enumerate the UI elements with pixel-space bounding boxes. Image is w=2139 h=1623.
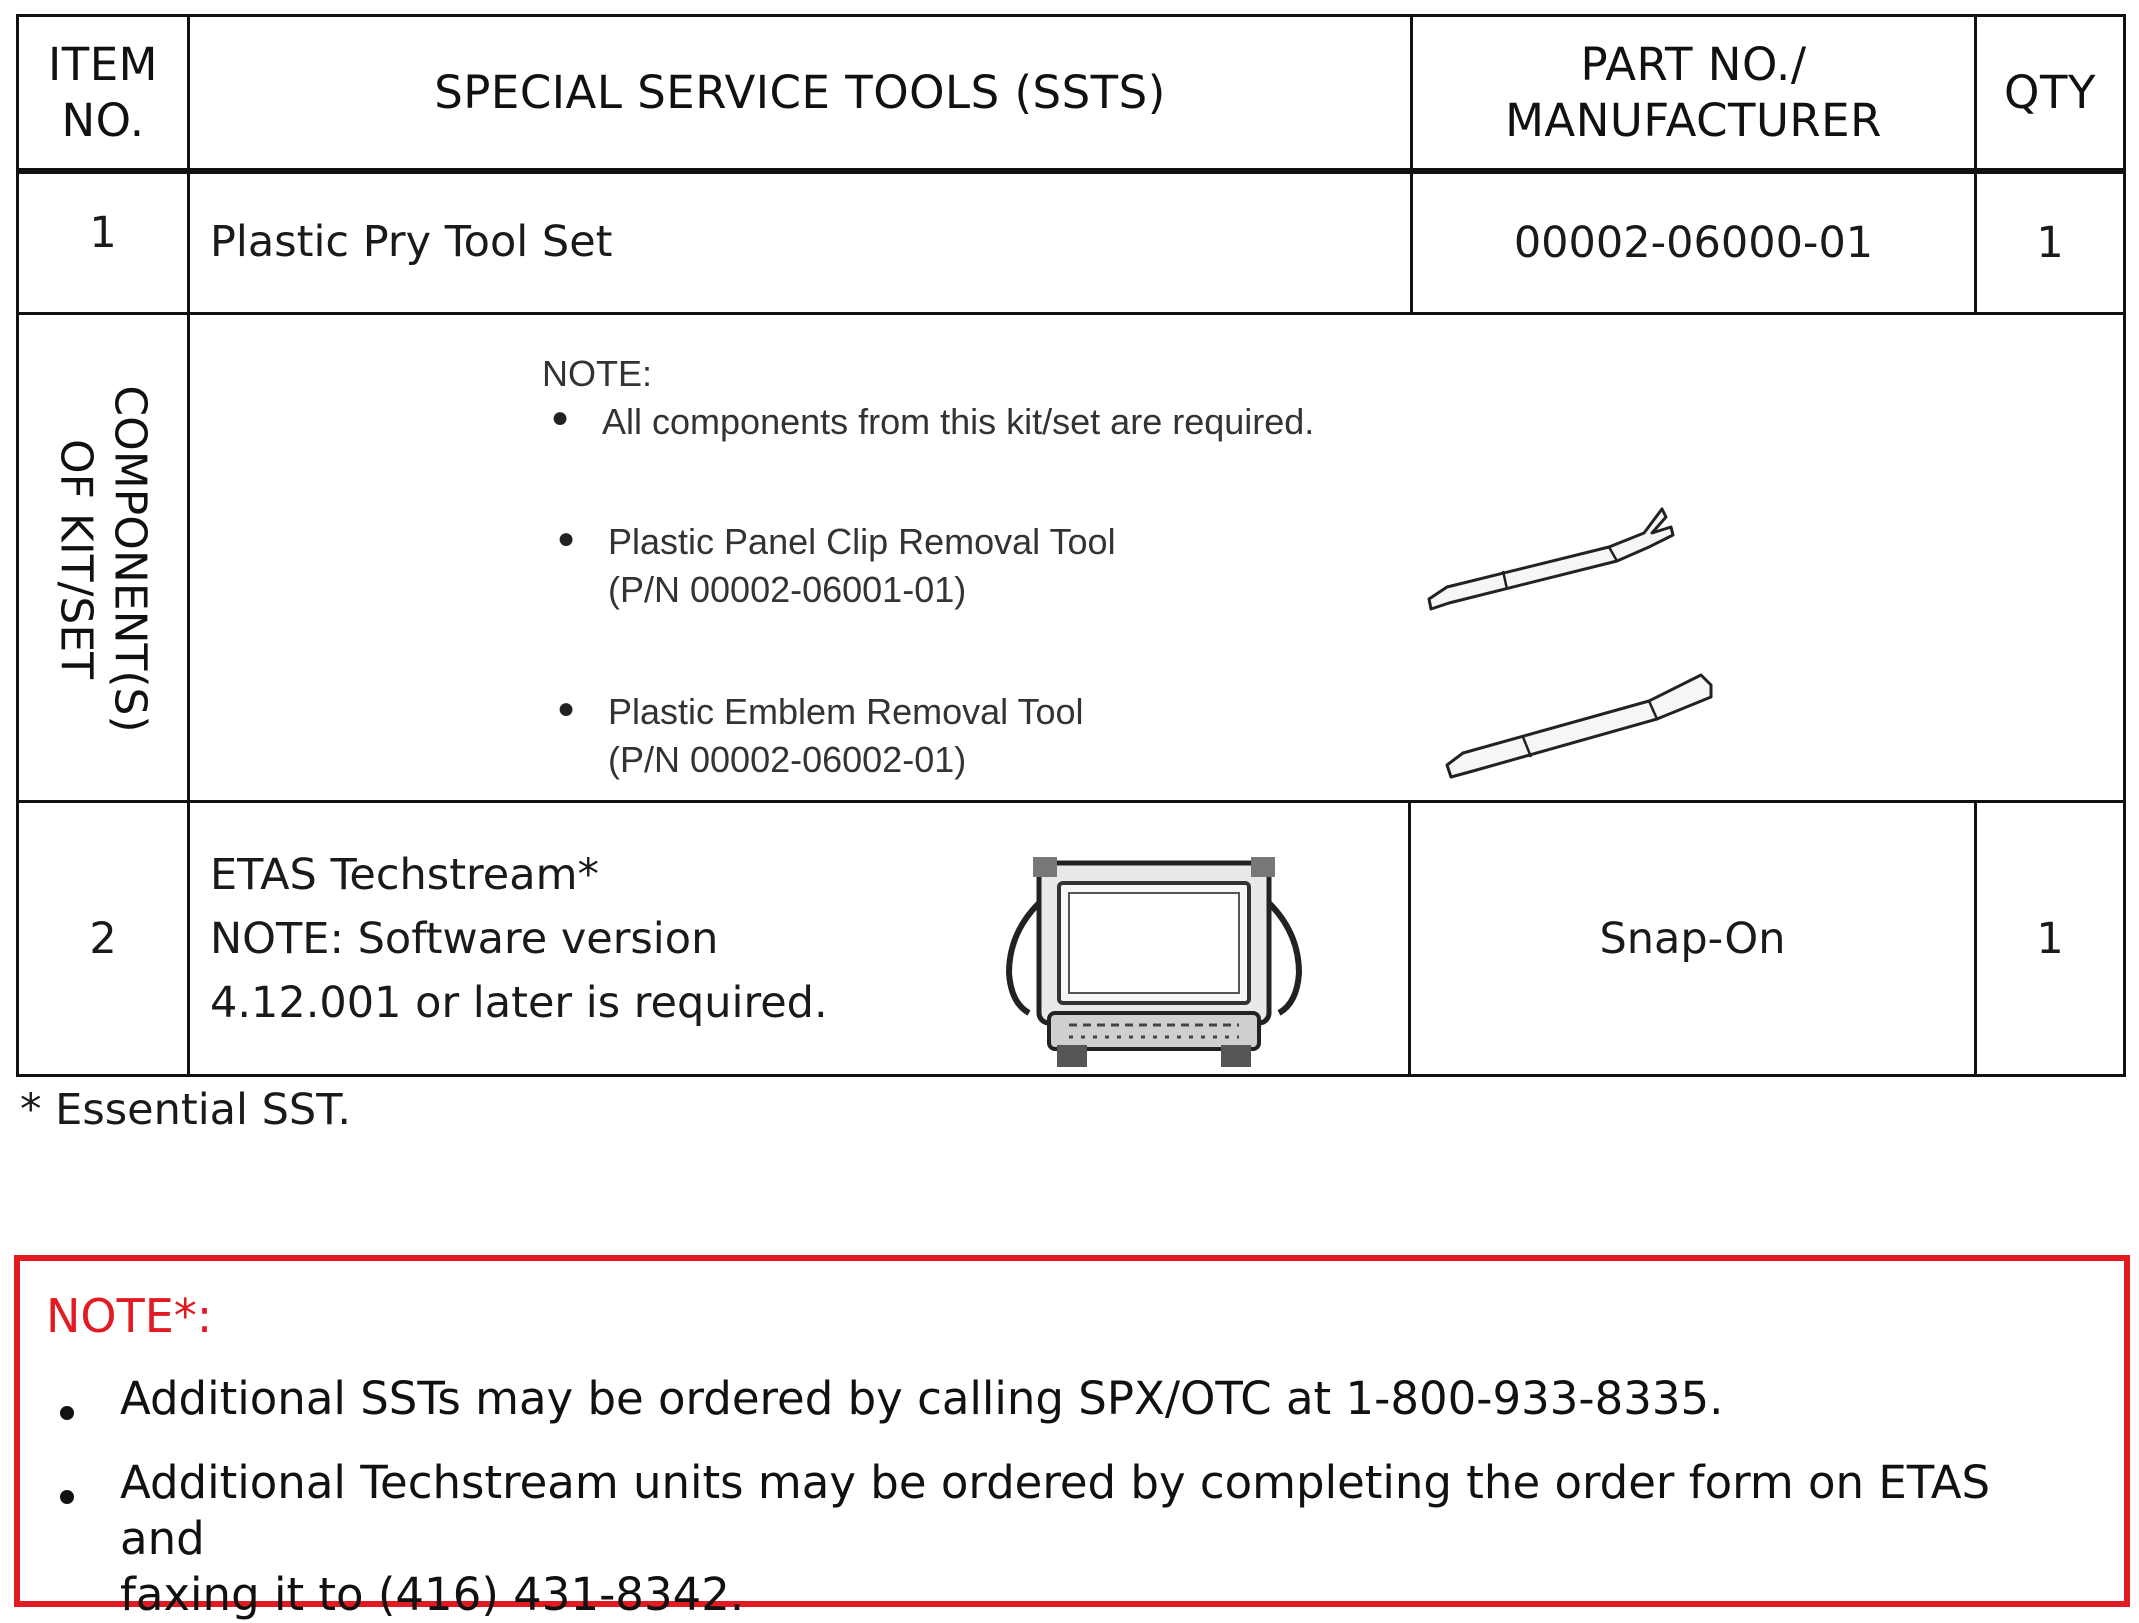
component-item-2-pn: (P/N 00002-06002-01) (608, 739, 967, 780)
header-part-no-line1: PART NO./ (1580, 37, 1807, 91)
header-item-no-line2: NO. (61, 93, 145, 147)
row2-tool-note-cont: 4.12.001 or later is required. (210, 978, 828, 1028)
bullet-icon: ● (557, 692, 576, 725)
row2-tool-name: ETAS Techstream* (210, 850, 599, 900)
component-item-1-pn: (P/N 00002-06001-01) (608, 569, 967, 610)
header-part-no-line2: MANUFACTURER (1505, 93, 1882, 147)
header-tools-label: SPECIAL SERVICE TOOLS (SSTS) (434, 65, 1166, 119)
component-item-1 (608, 518, 1116, 614)
component-item-1-name: Plastic Panel Clip Removal Tool (608, 521, 1116, 562)
header-tools (190, 17, 1410, 168)
note-box-item-2-line1: Additional Techstream units may be ordered by completing the order form on ETAS and (120, 1456, 1991, 1565)
note-box-title: NOTE*: (46, 1289, 213, 1343)
row2-qty: 1 (2036, 913, 2064, 964)
row2-part-no: Snap-On (1599, 913, 1786, 964)
row1-qty: 1 (2036, 218, 2064, 268)
footnote: * Essential SST. (20, 1085, 352, 1135)
components-note-text: All components from this kit/set are required. (602, 401, 1315, 442)
emblem-tool-icon (1439, 657, 1759, 797)
row2-tool-description (210, 843, 828, 1035)
sst-table (16, 14, 2126, 1077)
component-item-2-name: Plastic Emblem Removal Tool (608, 691, 1084, 732)
component-item-2 (608, 688, 1084, 784)
bullet-icon (60, 1490, 74, 1504)
panel-clip-tool-icon (1419, 487, 1719, 637)
column-divider (187, 17, 190, 1074)
header-qty (1977, 17, 2123, 168)
header-qty-label: QTY (2004, 65, 2096, 119)
row2-item-no: 2 (89, 913, 117, 964)
note-box-item-1: Additional SSTs may be ordered by calling SPX/OTC at 1-800-933-8335. (120, 1372, 1724, 1425)
bullet-icon: ● (551, 401, 570, 434)
row1-item-no: 1 (89, 208, 117, 258)
components-label (19, 315, 187, 803)
header-item-no-line1: ITEM (47, 37, 159, 91)
note-box-item-2-line2: faxing it to (416) 431-8342. (120, 1568, 745, 1621)
components-label-line2: OF KIT/SET (51, 438, 103, 680)
components-note-title: NOTE: (542, 353, 653, 394)
header-item-no (19, 17, 187, 168)
header-part-no (1413, 17, 1974, 168)
bullet-icon (60, 1406, 74, 1420)
row1-part-no: 00002-06000-01 (1513, 218, 1874, 268)
note-box (14, 1255, 2130, 1621)
row2-tool-note: NOTE: Software version (210, 914, 719, 964)
row-divider (19, 312, 2123, 315)
note-box-item-2 (120, 1455, 2070, 1623)
bullet-icon: ● (557, 522, 576, 555)
row1-tool-name: Plastic Pry Tool Set (210, 217, 613, 267)
components-label-line1: COMPONENT(S) (105, 385, 157, 733)
techstream-device-icon (999, 843, 1309, 1073)
